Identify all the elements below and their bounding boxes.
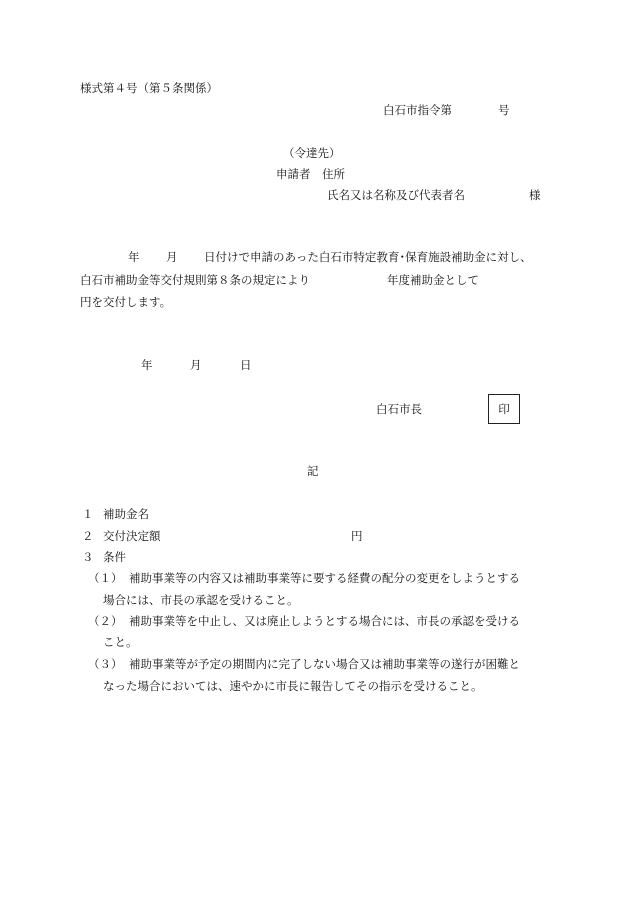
item-3-number: ３	[82, 550, 94, 564]
body-line-2-a: 白石市補助金等交付規則第８条の規定により	[80, 273, 310, 287]
body-line-2-b: 年度補助金として	[387, 273, 479, 287]
issue-date-day: 日	[240, 358, 252, 372]
ki-heading: 記	[307, 464, 319, 478]
applicant-address-label: 申請者 住所	[276, 167, 345, 181]
condition-1-number: （１）	[88, 571, 123, 585]
condition-3-line-1: 補助事業等が予定の期間内に完了しない場合又は補助事業等の遂行が困難と	[129, 657, 520, 671]
condition-2-line-1: 補助事業等を中止し、又は廃止しようとする場合には、市長の承認を受ける	[129, 614, 520, 628]
body-date-year: 年	[128, 250, 140, 264]
body-date-month: 月	[166, 250, 178, 264]
item-1-number: １	[82, 507, 94, 521]
issue-date-month: 月	[190, 358, 202, 372]
directive-number: 白石市指令第 号	[383, 103, 510, 117]
body-line-3: 円を交付します。	[80, 295, 172, 309]
condition-3-line-2: なった場合においては、速やかに市長に報告してその指示を受けること。	[103, 679, 483, 693]
issue-date-year: 年	[141, 358, 153, 372]
seal-mark: 印	[498, 402, 510, 416]
condition-2-line-2: こと。	[103, 635, 138, 649]
item-1-label: 補助金名	[103, 507, 149, 521]
item-2-number: ２	[82, 529, 94, 543]
honorific: 様	[529, 188, 541, 202]
item-2-label: 交付決定額	[103, 529, 161, 543]
item-2-unit: 円	[351, 529, 363, 543]
item-3-label: 条件	[103, 550, 126, 564]
form-number: 様式第４号（第５条関係）	[80, 81, 218, 95]
condition-1-line-1: 補助事業等の内容又は補助事業等に要する経費の配分の変更をしようとする	[129, 571, 520, 585]
seal-box	[488, 394, 520, 424]
condition-1-line-2: 場合には、市長の承認を受けること。	[103, 593, 299, 607]
issuer-title: 白石市長	[376, 402, 422, 416]
condition-3-number: （３）	[88, 657, 123, 671]
addressee-label: （令達先）	[283, 146, 341, 160]
applicant-name-label: 氏名又は名称及び代表者名	[327, 188, 465, 202]
body-line-1: 日付けで申請のあった白石市特定教育･保育施設補助金に対し、	[204, 250, 532, 264]
condition-2-number: （２）	[88, 614, 123, 628]
